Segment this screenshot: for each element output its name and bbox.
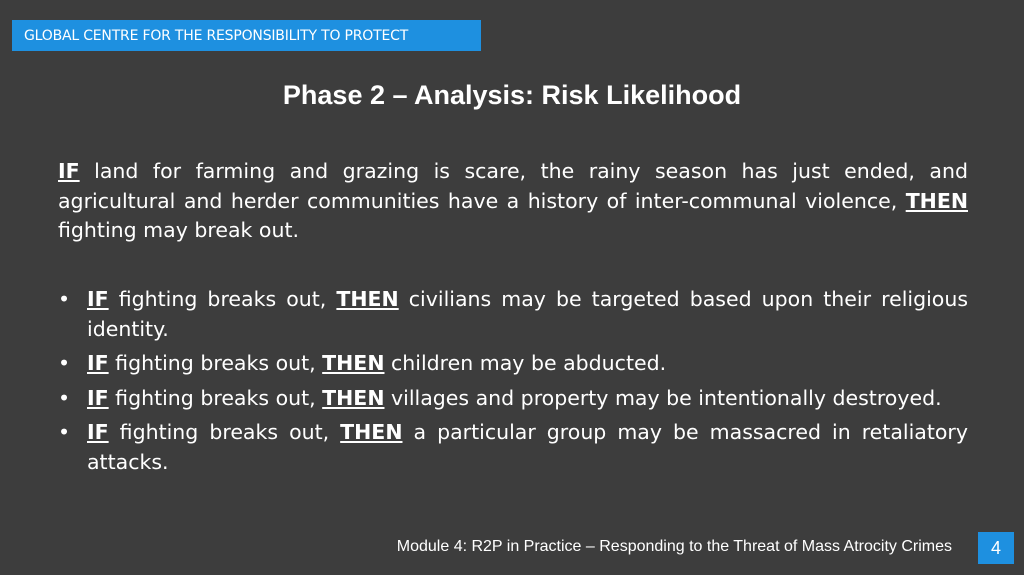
if-keyword: IF — [87, 287, 109, 311]
intro-text-1: land for farming and grazing is scare, the rainy season has just ended, and agricultural and herder communities have a history of inter-communal violence, — [58, 159, 968, 213]
if-keyword: IF — [87, 420, 109, 444]
then-keyword: THEN — [340, 420, 403, 444]
bullet-text-2: children may be abducted. — [384, 351, 667, 375]
bullet-text-1: fighting breaks out, — [108, 385, 323, 410]
page-number: 4 — [990, 537, 1001, 558]
organization-banner — [12, 20, 481, 51]
bullet-text-1: fighting breaks out, — [108, 351, 323, 375]
then-keyword: THEN — [336, 287, 399, 311]
bullet-text-2: villages and property may be intentionally destroyed. — [384, 385, 942, 410]
slide-title: Phase 2 – Analysis: Risk Likelihood — [282, 80, 742, 110]
then-keyword: THEN — [905, 188, 968, 213]
bullet-text-1: fighting breaks out, — [108, 420, 341, 444]
list-item — [58, 349, 968, 379]
if-keyword: IF — [87, 385, 109, 410]
intro-text-2: fighting may break out. — [58, 218, 299, 242]
list-item — [58, 384, 968, 414]
page-number-badge — [978, 532, 1014, 564]
organization-name: GLOBAL CENTRE FOR THE RESPONSIBILITY TO PROTECT — [24, 27, 409, 44]
bullet-text-2: civilians may be targeted based upon their religious identity. — [87, 287, 969, 341]
then-keyword: THEN — [322, 351, 385, 375]
if-keyword: IF — [87, 351, 109, 375]
then-keyword: THEN — [322, 385, 385, 410]
module-footer: Module 4: R2P in Practice – Responding to the Threat of Mass Atrocity Crimes — [396, 538, 952, 555]
list-item — [58, 418, 968, 477]
bullet-text-1: fighting breaks out, — [108, 287, 337, 311]
list-item — [58, 285, 968, 344]
consequence-list — [58, 285, 968, 482]
intro-paragraph — [58, 157, 968, 246]
if-keyword: IF — [58, 159, 80, 183]
bullet-text-2: a particular group may be massacred in retaliatory attacks. — [87, 420, 968, 474]
